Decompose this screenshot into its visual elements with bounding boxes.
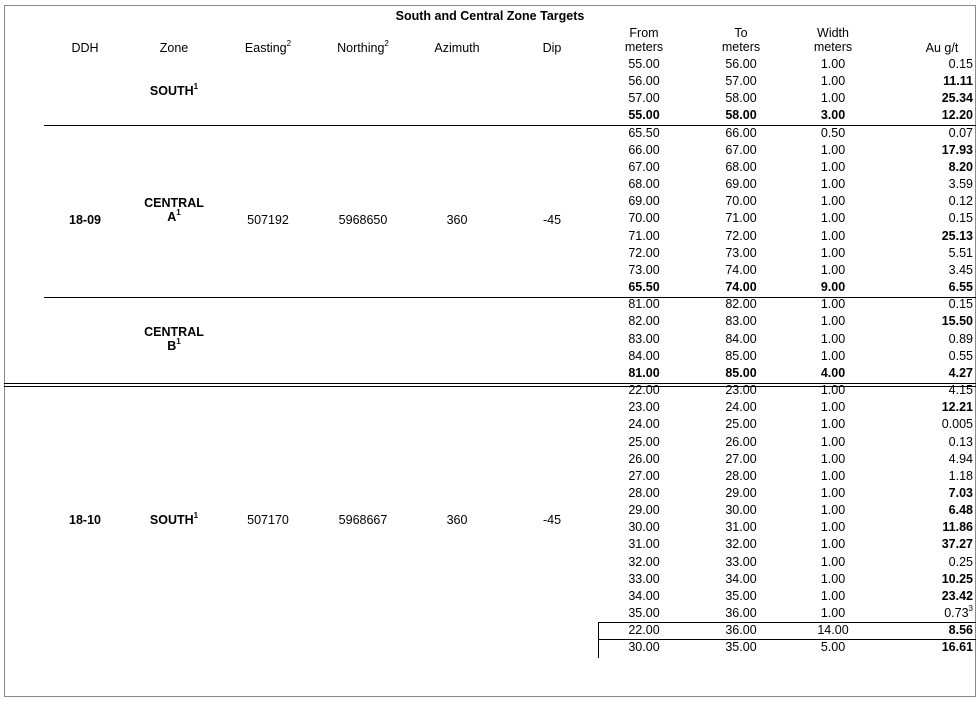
cell-au: 6.48 [948, 503, 973, 518]
cell-from: 82.00 [628, 314, 660, 329]
cell-width: 0.50 [820, 125, 846, 140]
cell-au: 25.13 [941, 228, 973, 243]
cell-au: 5.51 [948, 245, 973, 260]
cell-to: 36.00 [725, 623, 757, 638]
cell-from: 73.00 [628, 262, 660, 277]
cell-width: 1.00 [820, 297, 846, 312]
summary-box-left [598, 622, 599, 657]
cell-width: 1.00 [820, 503, 846, 518]
cell-au: 0.73$^3$ [944, 604, 973, 621]
cell-au: 3.45 [948, 262, 973, 277]
cell-au: 4.15 [948, 383, 973, 398]
summary-box-mid [598, 639, 976, 640]
cell-from: 30.00 [628, 520, 660, 535]
cell-to: 35.00 [725, 588, 757, 603]
hole-northing: 5968667 [338, 513, 388, 528]
cell-width: 1.00 [820, 417, 846, 432]
cell-to: 68.00 [725, 159, 757, 174]
cell-from: 70.00 [628, 211, 660, 226]
cell-width: 1.00 [820, 588, 846, 603]
cell-width: 1.00 [820, 331, 846, 346]
cell-width: 1.00 [820, 262, 846, 277]
cell-width: 1.00 [820, 554, 846, 569]
summary-box-top [598, 622, 976, 623]
cell-from: 30.00 [628, 640, 660, 655]
header-azimuth: Azimuth [434, 41, 480, 55]
cell-to: 74.00 [725, 280, 757, 295]
cell-width: 1.00 [820, 571, 846, 586]
cell-au-summary: 4.27 [948, 365, 973, 380]
cell-from: 28.00 [628, 486, 660, 500]
header-northing: Northing$^2$ [337, 39, 389, 55]
cell-from: 57.00 [628, 91, 660, 106]
cell-to: 85.00 [725, 348, 757, 363]
cell-au: 7.03 [948, 486, 973, 500]
header-easting: Easting$^2$ [244, 39, 292, 55]
hole-azimuth: 360 [446, 213, 468, 228]
cell-from: 34.00 [628, 588, 660, 603]
cell-from: 72.00 [628, 245, 660, 260]
zone-label: CENTRAL $A^1$ [144, 196, 204, 225]
cell-width: 9.00 [820, 280, 846, 295]
cell-width: 1.00 [820, 348, 846, 363]
cell-to: 28.00 [725, 468, 757, 483]
cell-from: 71.00 [628, 228, 660, 243]
header-ddh: DDH [71, 41, 99, 55]
cell-from: 66.00 [628, 142, 660, 157]
cell-to: 36.00 [725, 606, 757, 621]
cell-to: 35.00 [725, 640, 757, 655]
cell-width: 14.00 [817, 623, 849, 638]
cell-au: 0.005 [941, 417, 973, 432]
cell-to: 84.00 [725, 331, 757, 346]
cell-from: 81.00 [628, 297, 660, 312]
cell-au: 0.15 [948, 211, 973, 226]
cell-width: 1.00 [820, 400, 846, 415]
hole-dip: -45 [542, 513, 562, 528]
hole-ddh: 18-10 [69, 513, 101, 528]
cell-from: 84.00 [628, 348, 660, 363]
cell-width: 1.00 [820, 451, 846, 466]
cell-to: 33.00 [725, 554, 757, 569]
cell-to: 66.00 [725, 125, 757, 140]
cell-width: 1.00 [820, 314, 846, 329]
cell-width: 1.00 [820, 520, 846, 535]
cell-to: 73.00 [725, 245, 757, 260]
cell-width: 1.00 [820, 486, 846, 500]
cell-to: 74.00 [725, 262, 757, 277]
cell-from: 32.00 [628, 554, 660, 569]
hole-easting: 507192 [247, 213, 289, 228]
zone-label: SOUTH$^1$ [149, 82, 199, 99]
cell-to: 85.00 [725, 365, 757, 380]
cell-to: 31.00 [725, 520, 757, 535]
cell-au: 1.18 [948, 468, 973, 483]
cell-width: 1.00 [820, 194, 846, 209]
cell-from: 65.50 [628, 125, 660, 140]
cell-from: 27.00 [628, 468, 660, 483]
header-to: To meters [721, 26, 761, 54]
hole-easting: 507170 [247, 513, 289, 528]
cell-from: 68.00 [628, 177, 660, 192]
cell-from: 26.00 [628, 451, 660, 466]
cell-au: 23.42 [941, 588, 973, 603]
cell-au: 4.94 [948, 451, 973, 466]
cell-width: 1.00 [820, 245, 846, 260]
cell-to: 70.00 [725, 194, 757, 209]
hole-ddh: 18-09 [69, 213, 101, 228]
cell-to: 67.00 [725, 142, 757, 157]
cell-width: 1.00 [820, 468, 846, 483]
cell-from: 25.00 [628, 434, 660, 449]
cell-to: 69.00 [725, 177, 757, 192]
cell-from: 56.00 [628, 74, 660, 89]
cell-to: 72.00 [725, 228, 757, 243]
cell-au: 0.25 [948, 554, 973, 569]
cell-to: 56.00 [725, 57, 757, 71]
cell-to: 58.00 [725, 91, 757, 106]
hole-dip: -45 [542, 213, 562, 228]
header-from: From meters [624, 26, 664, 54]
cell-width: 1.00 [820, 142, 846, 157]
zone-label: CENTRAL $B^1$ [144, 325, 204, 354]
cell-width: 1.00 [820, 91, 846, 106]
cell-from: 33.00 [628, 571, 660, 586]
cell-au: 11.86 [942, 520, 973, 535]
hole-azimuth: 360 [446, 513, 468, 528]
cell-from: 81.00 [628, 365, 660, 380]
cell-au: 37.27 [941, 537, 973, 552]
cell-au: 0.15 [948, 57, 973, 71]
cell-from: 35.00 [628, 606, 660, 621]
cell-to: 25.00 [725, 417, 757, 432]
cell-from: 83.00 [628, 331, 660, 346]
cell-width: 4.00 [820, 365, 846, 380]
header-au: Au g/t [925, 41, 959, 55]
cell-from: 24.00 [628, 417, 660, 432]
cell-au: 0.07 [948, 125, 973, 140]
cell-width: 1.00 [820, 159, 846, 174]
cell-width: 1.00 [820, 434, 846, 449]
cell-from: 55.00 [628, 108, 660, 123]
cell-to: 58.00 [725, 108, 757, 123]
cell-au-summary: 16.61 [941, 640, 973, 655]
cell-to: 83.00 [725, 314, 757, 329]
cell-au: 17.93 [941, 142, 973, 157]
cell-au: 11.11 [943, 74, 973, 89]
cell-to: 23.00 [725, 383, 757, 398]
cell-from: 67.00 [628, 159, 660, 174]
cell-au: 12.21 [941, 400, 973, 415]
table-title: South and Central Zone Targets [395, 9, 585, 23]
zone-label: SOUTH$^1$ [149, 511, 199, 528]
cell-width: 1.00 [820, 74, 846, 89]
cell-au: 0.12 [948, 194, 973, 209]
cell-from: 22.00 [628, 383, 660, 398]
header-zone: Zone [159, 41, 189, 55]
hole-northing: 5968650 [338, 213, 388, 228]
cell-au: 0.13 [948, 434, 973, 449]
cell-from: 65.50 [628, 280, 660, 295]
cell-from: 55.00 [628, 57, 660, 71]
cell-au: 0.15 [948, 297, 973, 312]
cell-to: 71.00 [725, 211, 757, 226]
cell-width: 1.00 [820, 537, 846, 552]
cell-au: 8.20 [948, 159, 973, 174]
cell-from: 22.00 [628, 623, 660, 638]
cell-from: 29.00 [628, 503, 660, 518]
cell-from: 69.00 [628, 194, 660, 209]
cell-au: 25.34 [941, 91, 973, 106]
cell-width: 1.00 [820, 606, 846, 621]
cell-au: 3.59 [948, 177, 973, 192]
cell-au: 0.55 [948, 348, 973, 363]
cell-width: 1.00 [820, 383, 846, 398]
cell-width: 1.00 [820, 177, 846, 192]
cell-au: 10.25 [941, 571, 973, 586]
cell-width: 3.00 [820, 108, 846, 123]
header-dip: Dip [542, 41, 562, 55]
cell-from: 23.00 [628, 400, 660, 415]
cell-to: 57.00 [725, 74, 757, 89]
cell-width: 1.00 [820, 57, 846, 71]
cell-to: 27.00 [725, 451, 757, 466]
cell-au: 15.50 [941, 314, 973, 329]
header-width: Width meters [813, 26, 853, 54]
cell-to: 32.00 [725, 537, 757, 552]
cell-to: 34.00 [725, 571, 757, 586]
cell-au-summary: 8.56 [948, 623, 973, 638]
cell-to: 82.00 [725, 297, 757, 312]
cell-to: 24.00 [725, 400, 757, 415]
cell-au: 0.89 [948, 331, 973, 346]
cell-width: 1.00 [820, 228, 846, 243]
cell-to: 30.00 [725, 503, 757, 518]
cell-width: 1.00 [820, 211, 846, 226]
cell-from: 31.00 [628, 537, 660, 552]
cell-au-summary: 12.20 [941, 108, 973, 123]
cell-au-summary: 6.55 [948, 280, 973, 295]
cell-to: 29.00 [725, 486, 757, 500]
cell-to: 26.00 [725, 434, 757, 449]
cell-width: 5.00 [820, 640, 846, 655]
